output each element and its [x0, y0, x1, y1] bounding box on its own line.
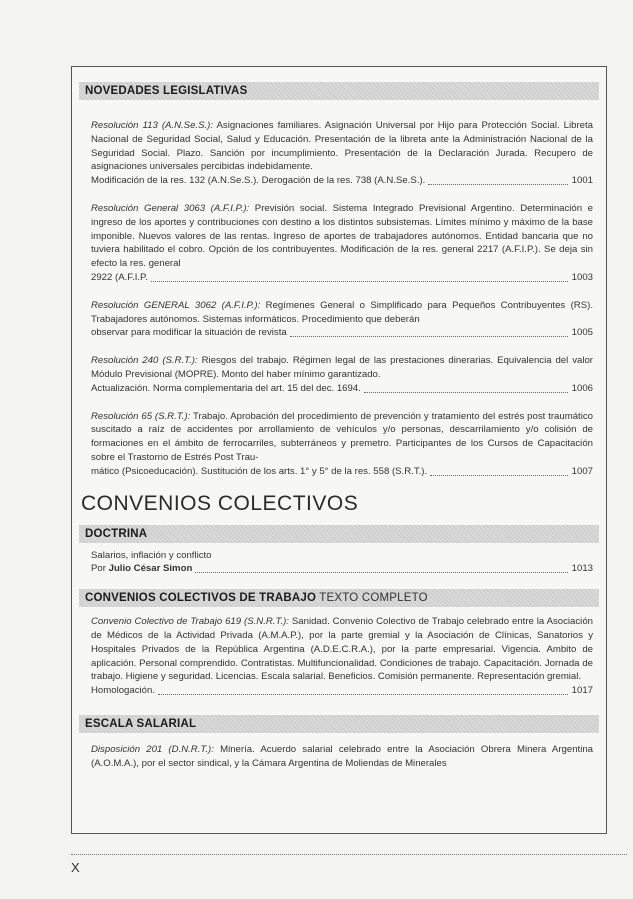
entry-body: Riesgos del trabajo. Régimen legal de las prestaciones dinerarias. Equivalencia del valor Módulo Previsional (MOPRE). Monto del haber mínimo garantizado.: [91, 355, 593, 380]
page-number: 1003: [571, 271, 593, 283]
doctrina-entry: [79, 549, 599, 577]
entry-citation: Convenio Colectivo de Trabajo 619 (S.N.R.T.):: [91, 616, 289, 628]
page-number: 1017: [571, 685, 593, 697]
convenios-title: CONVENIOS COLECTIVOS: [81, 491, 359, 515]
entry-citation: Resolución 65 (S.R.T.):: [91, 410, 191, 422]
entry-body: Minería. Acuerdo salarial celebrado entre la Asociación Obrera Minera Argentina (A.O.M.A.), por el sector sindical, y la Cámara Argentina de Moliendas de Minerales: [91, 743, 594, 769]
novedad-entry: [79, 119, 599, 188]
entry-body: Previsión social. Sistema Integrado Previsional Argentino. Determinación e ingreso de los aportes y contribuciones con destino a los distintos subsistemas. Límites mínimo y máximo de la base imponible. Nuevos valores de las rentas. Ingreso de aportes de trabajadores autónomos. Entidad bancaria que no tuviera habilitado el cobro. Opción de los contribuyentes. Modificación de la res. general 2217 (A.F.I.P.). Se deja sin efecto la res. general: [91, 202, 593, 270]
doctrina-por: Por: [91, 563, 109, 575]
cct-entry: [79, 615, 599, 698]
entry-citation: Resolución 240 (S.R.T.):: [91, 355, 198, 367]
entry-last-line: Actualización. Norma complementaria del art. 15 del dec. 1694.: [91, 382, 361, 394]
doctrina-author: Julio César Simon: [108, 563, 193, 575]
cct-header-bold: CONVENIOS COLECTIVOS DE TRABAJO: [85, 592, 317, 605]
section-header-novedades: NOVEDADES LEGISLATIVAS: [79, 82, 599, 100]
entry-last-line: Modificación de la res. 132 (A.N.Se.S.). Derogación de la res. 738 (A.N.Se.S.).: [91, 175, 426, 187]
entry-last-line: observar para modificar la situación de revista: [91, 327, 287, 339]
entry-last-line: Homologación.: [91, 685, 155, 697]
section-header-cct: [79, 589, 599, 607]
section-header-escala: ESCALA SALARIAL: [79, 715, 599, 733]
page-number: 1007: [571, 465, 593, 477]
entry-citation: Resolución 113 (A.N.Se.S.):: [91, 120, 213, 131]
entry-body: Regímenes General o Simplificado para Pequeños Contribuyentes (RS). Trabajadores autónomos. Sistemas informáticos. Procedimiento que deberán: [91, 299, 593, 325]
section-header-doctrina: DOCTRINA: [79, 525, 599, 543]
footer-page-label: X: [71, 860, 80, 875]
entry-citation: Resolución General 3063 (A.F.I.P.):: [91, 202, 250, 214]
entry-body: Asignaciones familiares. Asignación Universal por Hijo para Protección Social. Libreta Nacional de Seguridad Social, Salud y Educación. Presentación de la libreta ante la Administración Nacional de la Seguridad Social. Plazo. Sanción por incumplimiento. Presentación de la Declaración Jurada. Recupero de asignaciones universales percibidas indebidamente.: [91, 120, 593, 173]
page-number: 1005: [571, 327, 593, 339]
page-number: 1013: [571, 563, 593, 575]
cct-header-light: TEXTO COMPLETO: [316, 592, 428, 605]
entry-last-line: 2922 (A.F.I.P.: [91, 271, 148, 283]
novedad-entry: [79, 354, 599, 395]
novedad-entry: [79, 202, 599, 285]
escala-entry: [79, 743, 599, 771]
novedad-entry: [79, 299, 599, 340]
entry-last-line: mático (Psicoeducación). Sustitución de los arts. 1° y 5° de la res. 558 (S.R.T.).: [91, 465, 428, 477]
novedad-entry: [79, 410, 599, 479]
page-number: 1001: [571, 175, 593, 187]
novedades-list: [79, 119, 599, 479]
entry-citation: Disposición 201 (D.N.R.T.):: [91, 743, 214, 755]
page-number: 1006: [571, 382, 593, 394]
doctrina-title: Salarios, inflación y conflicto: [91, 549, 212, 561]
page-content: [79, 82, 599, 771]
entry-body: Trabajo. Aprobación del procedimiento de prevención y tratamiento del estrés post traumático suscitado a raíz de accidentes por arrollamiento de vehículos y/o personas, descarrilamiento y/o colisión de formaciones en el ámbito de ferrocarriles, subterráneos y premetro. Participantes de los Cursos de Capacitación sobre el Trastorno de Estrés Post Trau-: [91, 410, 593, 463]
entry-citation: Resolución GENERAL 3062 (A.F.I.P.):: [91, 299, 261, 311]
footer-rule: [71, 854, 627, 855]
entry-body: Sanidad. Convenio Colectivo de Trabajo celebrado entre la Asociación de Médicos de la Actividad Privada (A.M.A.P.), por la parte gremial y la Asociación de Clínicas, Sanatorios y Hospitales Privados de la República Argentina (A.D.E.C.R.A.), por la parte empresarial. Vigencia. Ambito de aplicación. Personal comprendido. Contratistas. Multifuncionalidad. Condiciones de trabajo. Capacitación. Jornada de trabajo. Higiene y seguridad. Licencias. Escala salarial. Beneficios. Comisión permanente. Representación gremial.: [91, 616, 593, 683]
doctrina-author-line: [91, 562, 593, 576]
